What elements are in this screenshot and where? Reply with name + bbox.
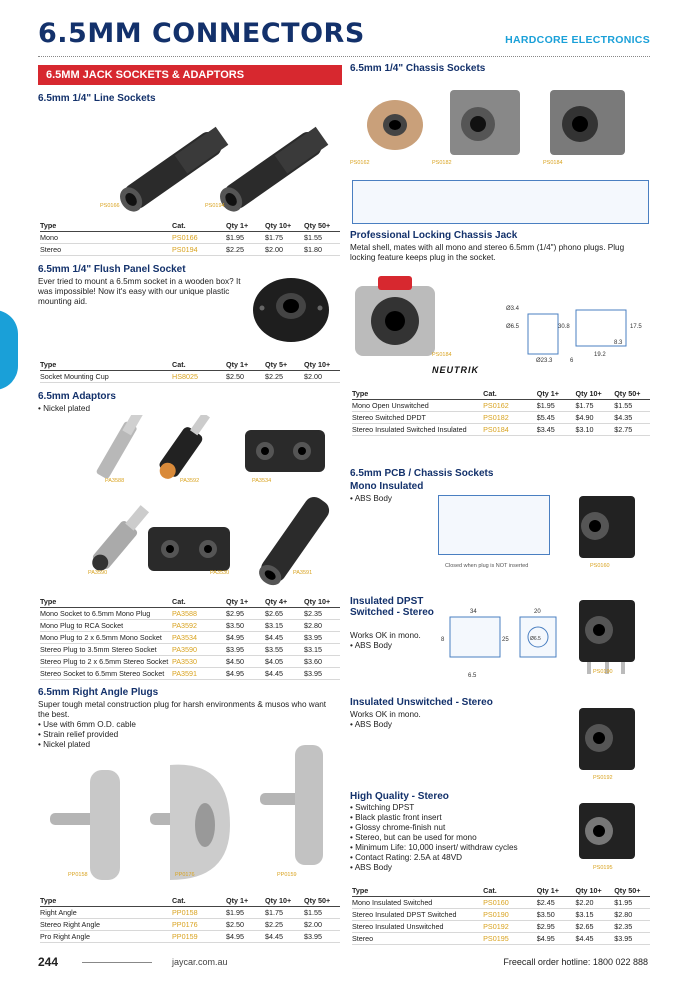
- caption-ps0195: PS0195: [593, 865, 613, 871]
- pcb-dpst-dims: [440, 605, 560, 680]
- pcb-hq-bullet-6: • Contact Rating: 2.5A at 48VD: [350, 853, 463, 862]
- table-cell: Stereo Insulated DPST Switched: [352, 909, 483, 921]
- cat-number: PP0158: [172, 907, 226, 919]
- chassis-dimension-drawings: [352, 180, 649, 224]
- pcb-dpst-picture: [565, 592, 645, 677]
- pcb-mono-title: Mono Insulated: [350, 481, 424, 492]
- pcb-mono-note: Closed when plug is NOT inserted: [445, 563, 529, 569]
- footer-url[interactable]: jaycar.com.au: [172, 957, 228, 967]
- caption-pp0176: PP0176: [175, 872, 195, 878]
- table-cell: $1.55: [304, 232, 340, 244]
- footer-hotline: Freecall order hotline: 1800 022 888: [503, 957, 648, 967]
- brand-label: HARDCORE ELECTRONICS: [505, 34, 650, 46]
- table-row: [40, 632, 340, 644]
- table-header-cell: Type: [40, 896, 172, 907]
- cat-number: PS0194: [172, 244, 226, 256]
- table-row: [352, 921, 650, 933]
- cat-number: PS0160: [483, 897, 537, 909]
- pcb-dpst-desc: Works OK in mono.: [350, 631, 421, 640]
- table-header-row: [40, 896, 340, 907]
- cat-number: PS0195: [483, 933, 537, 945]
- caption-locking: PS0184: [432, 352, 452, 358]
- header-divider: [38, 56, 650, 57]
- pcb-hq-image: [565, 795, 645, 870]
- caption-ps0162: PS0162: [350, 160, 370, 166]
- line-sockets-table: [40, 221, 340, 256]
- table-header-cell: Type: [40, 221, 172, 232]
- cat-number: PS0166: [172, 232, 226, 244]
- caption-pp0158: PP0158: [68, 872, 88, 878]
- locking-dims: [498, 300, 650, 364]
- table-row: [40, 656, 340, 668]
- cat-number: PA3530: [172, 656, 226, 668]
- table-header-cell: Type: [352, 886, 483, 897]
- table-header-cell: Cat.: [172, 360, 226, 371]
- table-row: [352, 412, 650, 424]
- section-banner: 6.5MM JACK SOCKETS & ADAPTORS: [38, 65, 342, 85]
- table-header-cell: Cat.: [483, 886, 537, 897]
- table-cell: $4.95: [226, 931, 265, 943]
- caption-pa3591: PA3591: [293, 570, 313, 576]
- right-angle-bullet-2: • Strain relief provided: [38, 730, 119, 739]
- table-cell: Stereo Plug to 3.5mm Stereo Socket: [40, 644, 172, 656]
- table-cell: $2.35: [304, 608, 340, 620]
- table-cell: $1.95: [614, 897, 650, 909]
- table-cell: $3.55: [265, 644, 304, 656]
- dim-text-4: 17.5: [630, 324, 642, 330]
- page-number: 244: [38, 955, 59, 969]
- adaptors-bullet: • Nickel plated: [38, 404, 91, 413]
- table-cell: $2.25: [265, 919, 304, 931]
- table-cell: $2.75: [614, 424, 650, 436]
- locking-image: [350, 266, 440, 361]
- pcb-hq-bullet-5: • Minimum Life: 10,000 insert/ withdraw cycles: [350, 843, 518, 852]
- cat-number: HS8025: [172, 371, 226, 383]
- table-cell: $1.95: [537, 400, 576, 412]
- table-header-cell: Qty 1+: [226, 896, 265, 907]
- cat-number: PS0192: [483, 921, 537, 933]
- table-header-row: [40, 360, 340, 371]
- table-cell: $4.45: [575, 933, 614, 945]
- neutrik-logo: NEUTRIK: [432, 365, 479, 375]
- flush-panel-title: 6.5mm 1/4" Flush Panel Socket: [38, 264, 186, 275]
- table-header-cell: Qty 1+: [226, 221, 265, 232]
- neutrik-jack-picture: [350, 266, 440, 361]
- table-cell: $3.15: [575, 909, 614, 921]
- pcb-dpst-image: [565, 592, 645, 677]
- table-cell: $1.95: [226, 907, 265, 919]
- table-header-cell: Qty 10+: [265, 896, 304, 907]
- flush-panel-image: [250, 272, 332, 344]
- table-header-cell: Qty 4+: [265, 597, 304, 608]
- table-header-cell: Qty 50+: [304, 896, 340, 907]
- table-cell: Stereo Insulated Switched Insulated: [352, 424, 483, 436]
- mounting-cup-picture: [250, 272, 332, 344]
- table-cell: $3.10: [575, 424, 614, 436]
- pcb-table: [352, 886, 650, 945]
- table-header-cell: Qty 1+: [537, 389, 576, 400]
- table-cell: $2.80: [614, 909, 650, 921]
- table-cell: Stereo Socket to 6.5mm Stereo Socket: [40, 668, 172, 680]
- dpst-dim-2: 20: [534, 609, 541, 615]
- flush-panel-desc: Ever tried to mount a 6.5mm socket in a wooden box? It was impossible! Now it's easy with our unique plastic mounting aid.: [38, 277, 241, 306]
- table-row: [40, 644, 340, 656]
- table-row: [40, 608, 340, 620]
- table-row: [352, 897, 650, 909]
- table-header-cell: Cat.: [172, 896, 226, 907]
- pcb-unswitched-title: Insulated Unswitched - Stereo: [350, 697, 493, 708]
- table-cell: $3.95: [304, 931, 340, 943]
- table-header-cell: Qty 1+: [537, 886, 576, 897]
- table-cell: $2.50: [226, 371, 265, 383]
- table-row: [40, 371, 340, 383]
- pcb-unswitched-image: [565, 700, 645, 780]
- chassis-sockets-title: 6.5mm 1/4" Chassis Sockets: [350, 63, 486, 74]
- pcb-mono-drawing: [438, 495, 550, 555]
- caption-ps0184: PS0184: [543, 160, 563, 166]
- line-sockets-title: 6.5mm 1/4" Line Sockets: [38, 93, 156, 104]
- pcb-dpst-drawing: [440, 605, 560, 680]
- table-header-cell: Qty 50+: [304, 221, 340, 232]
- pcb-unswitched-desc: Works OK in mono.: [350, 710, 421, 719]
- table-header-cell: Cat.: [483, 389, 537, 400]
- table-row: [40, 668, 340, 680]
- table-cell: $2.45: [537, 897, 576, 909]
- table-cell: Mono Plug to RCA Socket: [40, 620, 172, 632]
- table-cell: Stereo Right Angle: [40, 919, 172, 931]
- right-angle-bullet-3: • Nickel plated: [38, 740, 91, 749]
- dpst-dim-4: 8: [441, 637, 445, 643]
- table-cell: $4.95: [226, 632, 265, 644]
- right-angle-image: [40, 735, 340, 885]
- table-row: [352, 933, 650, 945]
- table-header-row: [40, 597, 340, 608]
- table-header-cell: Qty 10+: [304, 597, 340, 608]
- adaptors-table: [40, 597, 340, 680]
- table-cell: $2.00: [265, 244, 304, 256]
- dim-text-3: 30.8: [558, 324, 570, 330]
- pcb-hq-bullet-2: • Black plastic front insert: [350, 813, 442, 822]
- table-cell: Mono Open Unswitched: [352, 400, 483, 412]
- dpst-dim-6: Ø6.5: [530, 636, 541, 642]
- adaptors-image: [80, 415, 340, 590]
- page-edge-tab: [0, 310, 18, 390]
- pcb-hq-picture: [565, 795, 645, 870]
- cat-number: PA3590: [172, 644, 226, 656]
- table-cell: $1.80: [304, 244, 340, 256]
- cat-number: PS0190: [483, 909, 537, 921]
- table-header-cell: Qty 10+: [265, 221, 304, 232]
- caption-ps0166: PS0166: [100, 203, 120, 209]
- table-cell: Stereo: [352, 933, 483, 945]
- pcb-dpst-title: Insulated DPST Switched - Stereo: [350, 596, 434, 618]
- dpst-dim-3: 25: [502, 637, 509, 643]
- table-row: [40, 919, 340, 931]
- locking-dimension-drawing: [498, 300, 650, 364]
- table-header-cell: Qty 10+: [304, 360, 340, 371]
- table-cell: $4.45: [265, 931, 304, 943]
- dpst-dim-1: 34: [470, 609, 477, 615]
- table-cell: $2.95: [226, 608, 265, 620]
- table-cell: $3.95: [226, 644, 265, 656]
- table-cell: $4.95: [226, 668, 265, 680]
- table-header-cell: Type: [40, 597, 172, 608]
- pcb-mono-picture: [565, 488, 645, 568]
- caption-pa3590: PA3590: [88, 570, 108, 576]
- table-cell: Right Angle: [40, 907, 172, 919]
- table-cell: $2.25: [226, 244, 265, 256]
- table-row: [40, 620, 340, 632]
- table-cell: Mono Insulated Switched: [352, 897, 483, 909]
- caption-ps0190: PS0190: [593, 669, 613, 675]
- table-header-cell: Type: [40, 360, 172, 371]
- table-cell: $5.45: [537, 412, 576, 424]
- table-cell: $2.00: [304, 371, 340, 383]
- table-cell: $4.45: [265, 632, 304, 644]
- table-header-cell: Qty 50+: [614, 389, 650, 400]
- right-angle-title: 6.5mm Right Angle Plugs: [38, 687, 159, 698]
- pcb-hq-bullet-7: • ABS Body: [350, 863, 393, 872]
- table-header-cell: Qty 1+: [226, 597, 265, 608]
- right-angle-picture: [40, 735, 340, 885]
- table-cell: $3.15: [304, 644, 340, 656]
- table-cell: Stereo: [40, 244, 172, 256]
- table-cell: $3.45: [537, 424, 576, 436]
- locking-table: [352, 389, 650, 436]
- right-angle-table: [40, 896, 340, 943]
- table-row: [40, 232, 340, 244]
- cat-number: PP0159: [172, 931, 226, 943]
- table-header-cell: Cat.: [172, 597, 226, 608]
- table-cell: Mono: [40, 232, 172, 244]
- pcb-dpst-bullet: • ABS Body: [350, 641, 393, 650]
- table-cell: $2.50: [226, 919, 265, 931]
- table-cell: Pro Right Angle: [40, 931, 172, 943]
- table-cell: $1.75: [265, 907, 304, 919]
- table-row: [352, 909, 650, 921]
- caption-ps0194: PS0194: [205, 203, 225, 209]
- table-cell: Stereo Plug to 2 x 6.5mm Stereo Socket: [40, 656, 172, 668]
- pcb-unswitched-bullet: • ABS Body: [350, 720, 393, 729]
- table-header-cell: Qty 10+: [575, 886, 614, 897]
- locking-desc: Metal shell, mates with all mono and stereo 6.5mm (1/4") phono plugs. Plug locking feature keeps plug in the socket.: [350, 243, 625, 262]
- chassis-sockets-picture: [350, 80, 650, 175]
- caption-ps0160: PS0160: [590, 563, 610, 569]
- cat-number: PS0162: [483, 400, 537, 412]
- cat-number: PS0182: [483, 412, 537, 424]
- page-title: 6.5MM CONNECTORS: [38, 18, 365, 49]
- table-header-cell: Cat.: [172, 221, 226, 232]
- table-cell: $2.80: [304, 620, 340, 632]
- table-cell: $3.95: [304, 668, 340, 680]
- table-header-row: [352, 389, 650, 400]
- table-cell: $2.65: [265, 608, 304, 620]
- locking-title: Professional Locking Chassis Jack: [350, 230, 518, 241]
- table-cell: $1.75: [265, 232, 304, 244]
- line-sockets-image: [110, 108, 330, 213]
- table-cell: $3.15: [265, 620, 304, 632]
- right-angle-bullet-1: • Use with 6mm O.D. cable: [38, 720, 136, 729]
- adaptors-title: 6.5mm Adaptors: [38, 391, 116, 402]
- table-cell: $1.55: [304, 907, 340, 919]
- table-cell: $3.60: [304, 656, 340, 668]
- table-cell: $3.50: [226, 620, 265, 632]
- caption-pa3534: PA3534: [252, 478, 272, 484]
- pcb-hq-bullet-4: • Stereo, but can be used for mono: [350, 833, 477, 842]
- dim-text-5: 8.3: [614, 340, 623, 346]
- table-row: [352, 400, 650, 412]
- table-cell: Mono Socket to 6.5mm Mono Plug: [40, 608, 172, 620]
- table-header-row: [352, 886, 650, 897]
- adaptors-picture: [80, 415, 340, 590]
- dim-text-6: 19.2: [594, 352, 606, 358]
- table-cell: $2.00: [304, 919, 340, 931]
- table-cell: $4.90: [575, 412, 614, 424]
- table-cell: $2.95: [537, 921, 576, 933]
- table-row: [352, 424, 650, 436]
- line-socket-picture: [110, 108, 330, 213]
- flush-panel-table: [40, 360, 340, 383]
- cat-number: PA3588: [172, 608, 226, 620]
- cat-number: PS0184: [483, 424, 537, 436]
- table-cell: $4.05: [265, 656, 304, 668]
- table-cell: Mono Plug to 2 x 6.5mm Mono Socket: [40, 632, 172, 644]
- table-cell: $4.50: [226, 656, 265, 668]
- table-cell: $2.20: [575, 897, 614, 909]
- table-cell: $1.75: [575, 400, 614, 412]
- table-row: [40, 244, 340, 256]
- table-cell: $4.45: [265, 668, 304, 680]
- cat-number: PA3592: [172, 620, 226, 632]
- pcb-mono-bullet: • ABS Body: [350, 494, 393, 503]
- table-cell: $2.35: [614, 921, 650, 933]
- table-cell: Socket Mounting Cup: [40, 371, 172, 383]
- table-cell: Stereo Insulated Unswitched: [352, 921, 483, 933]
- dim-text-7: Ø23.3: [536, 358, 553, 364]
- footer-rule: [82, 962, 152, 963]
- caption-pa3588: PA3588: [105, 478, 125, 484]
- table-header-cell: Qty 50+: [614, 886, 650, 897]
- cat-number: PP0176: [172, 919, 226, 931]
- caption-ps0192: PS0192: [593, 775, 613, 781]
- table-cell: $3.50: [537, 909, 576, 921]
- table-header-row: [40, 221, 340, 232]
- table-cell: $1.95: [226, 232, 265, 244]
- table-cell: $3.95: [304, 632, 340, 644]
- pcb-title: 6.5mm PCB / Chassis Sockets: [350, 468, 494, 479]
- table-cell: $3.95: [614, 933, 650, 945]
- caption-pa3592: PA3592: [180, 478, 200, 484]
- dim-text-1: Ø3.4: [506, 306, 520, 312]
- table-cell: $2.65: [575, 921, 614, 933]
- caption-pp0159: PP0159: [277, 872, 297, 878]
- dpst-dim-5: 6.5: [468, 673, 477, 679]
- pcb-mono-image: [565, 488, 645, 568]
- dim-text-2: Ø6.5: [506, 324, 520, 330]
- table-header-cell: Type: [352, 389, 483, 400]
- table-cell: $2.25: [265, 371, 304, 383]
- pcb-hq-bullet-3: • Glossy chrome-finish nut: [350, 823, 446, 832]
- pcb-hq-bullet-1: • Switching DPST: [350, 803, 415, 812]
- caption-pa3530: PA3530: [210, 570, 230, 576]
- table-row: [40, 907, 340, 919]
- pcb-hq-title: High Quality - Stereo: [350, 791, 449, 802]
- table-cell: $1.55: [614, 400, 650, 412]
- dim-text-8: 6: [570, 358, 574, 364]
- pcb-unswitched-picture: [565, 700, 645, 780]
- table-row: [40, 931, 340, 943]
- cat-number: PA3591: [172, 668, 226, 680]
- table-header-cell: Qty 10+: [575, 389, 614, 400]
- table-cell: $4.95: [537, 933, 576, 945]
- table-cell: Stereo Switched DPDT: [352, 412, 483, 424]
- table-header-cell: Qty 5+: [265, 360, 304, 371]
- chassis-sockets-image: [350, 80, 650, 175]
- cat-number: PA3534: [172, 632, 226, 644]
- caption-ps0182: PS0182: [432, 160, 452, 166]
- table-cell: $4.35: [614, 412, 650, 424]
- right-angle-desc: Super tough metal construction plug for harsh environments & musos who want the best.: [38, 700, 327, 719]
- table-header-cell: Qty 1+: [226, 360, 265, 371]
